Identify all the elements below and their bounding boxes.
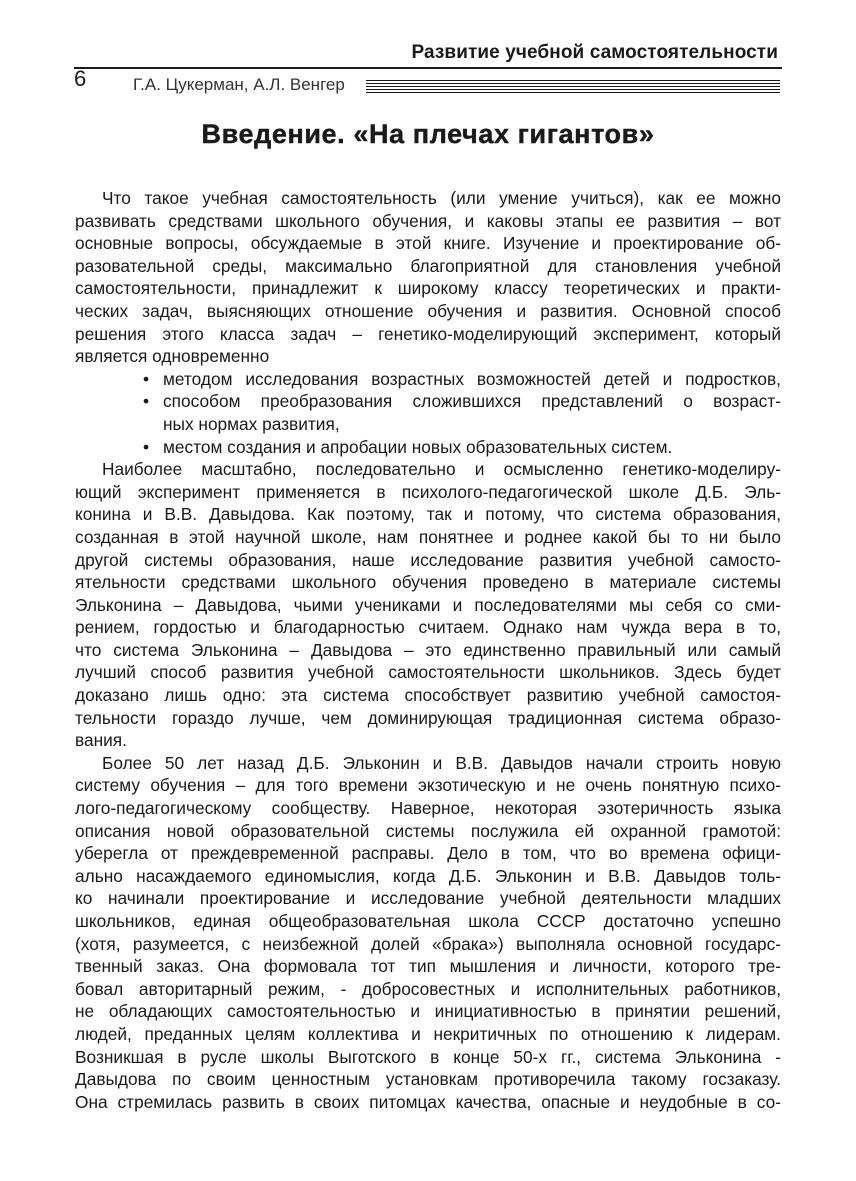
line-text: ятельности средствами школьного обучения проведено в материале системы [75, 572, 781, 593]
line-text: людей, преданных целям коллектива и некритичных по отношению к лидерам. [75, 1023, 781, 1044]
line-text: конина и В.В. Давыдова. Как поэтому, так и потому, что система образования, [75, 504, 781, 525]
line-text: разовательной среды, максимально благоприятной для становления учебной [75, 255, 781, 276]
line-text: Что такое учебная самостоятельность (или умение учиться), как ее можно [102, 188, 781, 208]
text-line [75, 594, 781, 617]
text-line [75, 729, 781, 752]
text-line [75, 978, 781, 1001]
text-line [75, 955, 781, 978]
text-line [75, 1091, 781, 1114]
bullet-item-line [75, 368, 781, 391]
line-text: созданная в этой научной школе, нам понятнее и роднее какой бы то ни было [75, 526, 781, 547]
line-text: не обладающих самостоятельностью и инициативностью в принятии решений, [75, 1001, 781, 1022]
text-line [75, 345, 781, 368]
line-text: основные вопросы, обсуждаемые в этой книге. Изучение и проектирование об- [75, 233, 781, 254]
text-line [75, 300, 781, 323]
text-line [75, 481, 781, 504]
text-line [75, 684, 781, 707]
text-line [75, 526, 781, 549]
text-line [75, 187, 781, 210]
text-line [75, 752, 781, 775]
line-text: развивать средствами школьного обучения, и каковы этапы ее развития – вот [75, 210, 781, 231]
line-text: школьников, единая общеобразовательная школа СССР достаточно успешно [75, 911, 781, 931]
text-line [75, 707, 781, 730]
line-text: способом преобразования сложившихся представлений о возраст- [163, 391, 781, 412]
running-header [74, 38, 782, 72]
line-text: рением, гордостью и благодарностью считаем. Однако нам чужда вера в то, [75, 617, 781, 638]
text-line [75, 1068, 781, 1091]
line-text: описания новой образовательной системы послужила ей охранной грамотой: [75, 820, 781, 841]
bullet-icon: • [143, 436, 150, 457]
text-line [75, 549, 781, 572]
text-line [75, 503, 781, 526]
line-text: (хотя, разумеется, с неизбежной долей «брака») выполняла основной государс- [75, 933, 781, 954]
text-line [75, 797, 781, 820]
text-line [75, 232, 781, 255]
bullet-item-line [75, 390, 781, 413]
authors-line: Г.А. Цукерман, А.Л. Венгер [133, 75, 345, 94]
chapter-title: Введение. «На плечах гигантов» [201, 119, 655, 149]
line-text: ко начинали проектирование и исследование учебной деятельности младших [75, 888, 781, 909]
text-line [75, 820, 781, 843]
text-line [75, 910, 781, 933]
line-text: Наиболее масштабно, последовательно и осмысленно генетико-моделиру- [102, 459, 781, 480]
text-line [75, 210, 781, 233]
line-text: лого-педагогическому сообществу. Наверное, некоторая эзотеричность языка [75, 798, 781, 819]
line-text: является одновременно [75, 346, 270, 367]
line-text: что система Эльконина – Давыдова – это единственно правильный или самый [75, 639, 781, 660]
line-text: ных нормах развития, [163, 413, 340, 434]
line-text: Более 50 лет назад Д.Б. Эльконин и В.В. Давыдов начали строить новую [102, 752, 781, 773]
text-line [75, 277, 781, 300]
line-text: ально насаждаемого единомыслия, когда Д.Б. Эльконин и В.В. Давыдов толь- [75, 865, 781, 886]
text-line [75, 323, 781, 346]
line-text: бовал авторитарный режим, - добросовестных и исполнительных работников, [75, 978, 781, 999]
line-text: лучший способ развития учебной самостоятельности школьников. Здесь будет [75, 662, 781, 683]
text-line [75, 616, 781, 639]
text-line [75, 865, 781, 888]
bullet-icon: • [143, 368, 150, 389]
bullet-item-line [75, 436, 781, 459]
text-line [75, 1046, 781, 1069]
text-line [75, 887, 781, 910]
bullet-icon: • [143, 391, 150, 412]
line-text: решения этого класса задач – генетико-моделирующий эксперимент, который [75, 323, 781, 344]
line-text: местом создания и апробации новых образовательных систем. [163, 436, 673, 457]
text-line [75, 571, 781, 594]
header-decorative-lines [366, 80, 780, 94]
line-text: ющий эксперимент применяется в психолого-педагогической школе Д.Б. Эль- [75, 481, 781, 502]
page-number: 6 [74, 66, 87, 91]
line-text: методом исследования возрастных возможностей детей и подростков, [163, 368, 781, 389]
text-line [75, 458, 781, 481]
text-line [75, 661, 781, 684]
line-text: твенный заказ. Она формовала тот тип мышления и личности, которого тре- [75, 956, 781, 977]
line-text: Возникшая в русле школы Выготского в конце 50-х гг., система Эльконина - [75, 1046, 781, 1067]
line-text: систему обучения – для того времени экзотическую и не очень понятную психо- [75, 775, 781, 796]
line-text: уберегла от преждевременной расправы. Дело в том, что во времена офици- [75, 843, 781, 864]
text-line [75, 413, 781, 436]
text-line [75, 1023, 781, 1046]
header-rule [74, 67, 782, 69]
text-line [75, 255, 781, 278]
text-line [75, 639, 781, 662]
line-text: Эльконина – Давыдова, чьими учениками и последователями мы себя со сми- [75, 594, 781, 615]
line-text: Она стремилась развить в своих питомцах качества, опасные и неудобные в со- [75, 1091, 781, 1112]
body-text [75, 187, 781, 1113]
series-title: Развитие учебной самостоятельности [411, 42, 778, 63]
line-text: Давыдова по своим ценностным установкам противоречила такому госзаказу. [75, 1069, 781, 1090]
line-text: самостоятельности, принадлежит к широкому классу теоретических и практи- [75, 278, 781, 299]
line-text: доказано лишь одно: эта система способствует развитию учебной самостоя- [75, 685, 781, 706]
line-text: другой системы образования, наше исследование развития учебной самосто- [75, 549, 781, 570]
text-line [75, 933, 781, 956]
line-text: вания. [75, 730, 127, 751]
line-text: ческих задач, выясняющих отношение обучения и развития. Основной способ [75, 300, 781, 321]
text-line [75, 842, 781, 865]
text-line [75, 774, 781, 797]
line-text: тельности гораздо лучше, чем доминирующая традиционная система образо- [75, 707, 781, 728]
text-line [75, 1000, 781, 1023]
